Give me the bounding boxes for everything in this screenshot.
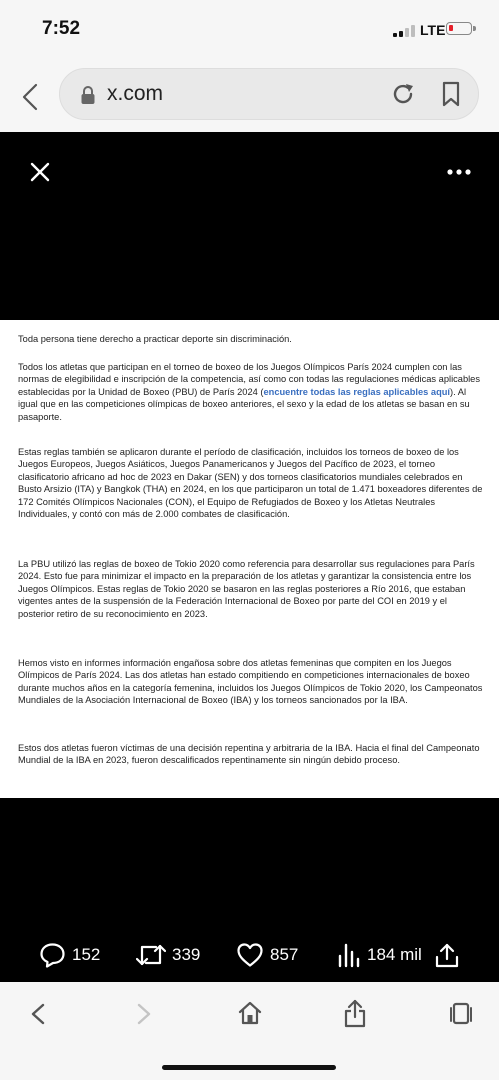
network-type: LTE [420, 22, 446, 38]
home-indicator [162, 1065, 336, 1070]
reload-icon[interactable] [390, 81, 416, 107]
home-icon[interactable] [237, 1000, 263, 1026]
media-viewer-bottom [0, 798, 499, 982]
views-button[interactable] [337, 942, 422, 968]
lock-icon [80, 85, 96, 105]
paragraph-3: Estas reglas también se aplicaron durante el período de clasificación, incluidos los torneos de boxeo de los Juegos Europeos, Juegos Asiáticos, Juegos Panamericanos y Juegos del Pacífico de 2023, el torneo clasificatorio africano ad hoc de 2023 en Dakar (SEN) y dos torneos clasificatorios mundiales celebrados en Busto Arsizio (ITA) y Bangkok (THA) en 2024, en los que participaron un total de 1.471 boxeadores diferentes de 172 Comités Olímpicos Nacionales (CON), el Equipo de Refugiados de Boxeo y los Atletas Neutrales Individuales, y contó con más de 2.000 combates de clasificación. [18, 447, 483, 520]
back-chevron-icon[interactable] [18, 82, 42, 112]
browser-address-area [0, 60, 499, 132]
battery-icon [446, 22, 472, 35]
status-bar [0, 0, 499, 60]
signal-icon [393, 25, 417, 37]
repost-button[interactable] [136, 942, 200, 968]
media-viewer-top [0, 132, 499, 320]
like-button[interactable] [236, 942, 298, 968]
views-count: 184 mil [367, 945, 422, 964]
share-icon[interactable] [342, 998, 368, 1028]
more-icon[interactable] [446, 168, 472, 176]
paragraph-2 [18, 361, 484, 423]
paragraph-5: Hemos visto en informes información engañosa sobre dos atletas femeninas que compiten en los Juegos Olímpicos de París 2024. Las dos atletas han estado compitiendo en competiciones internacionales de boxeo durante muchos años en la categoría femenina, incluidos los Juegos Olímpicos de Tokio 2020, los Campeonatos Mundiales de la Asociación Internacional de Boxeo (IBA) y los torneos sancionados por la IBA. [18, 658, 483, 706]
paragraph-2-text-a: Todos los atletas que participan en el torneo de boxeo de los Juegos Olímpicos París 2024 cumplen con las normas de elegibilidad e inscripción de la competencia, así como con todas las regulaciones médicas aplicables establecidas por la Unidad de Boxeo (PBU) de París 2024 ( [18, 362, 481, 397]
back-icon[interactable] [28, 1002, 48, 1026]
paragraph-1: Toda persona tiene derecho a practicar deporte sin discriminación. [18, 334, 292, 344]
repost-count: 339 [172, 945, 201, 964]
paragraph-2-text-b: ). Al igual que en las competiciones olímpicas de boxeo anteriores, el sexo y la edad de los atletas se basan en su pasaporte. [18, 386, 470, 422]
tabs-icon[interactable] [448, 1000, 474, 1028]
like-count: 857 [270, 945, 299, 964]
url-bar[interactable] [59, 68, 479, 120]
heart-icon [236, 942, 264, 968]
share-post-icon[interactable] [434, 942, 460, 968]
status-time: 7:52 [42, 18, 81, 39]
views-icon [337, 942, 361, 968]
paragraph-6: Estos dos atletas fueron víctimas de una decisión repentina y arbitraria de la IBA. Hacia el final del Campeonato Mundial de la IBA en 2023, fueron descalificados repentinamente sin ningún debido proceso. [18, 743, 480, 766]
rules-link[interactable]: encuentre todas las reglas aplicables aquí [263, 386, 451, 397]
document-image [0, 320, 499, 798]
repost-icon [136, 942, 166, 968]
paragraph-4: La PBU utilizó las reglas de boxeo de Tokio 2020 como referencia para desarrollar sus regulaciones para París 2024. Esto fue para minimizar el impacto en la preparación de los atletas y garantizar la consistencia entre los Juegos Olímpicos. Estas reglas de Tokio 2020 se basaron en las reglas posteriores a Río 2016, que estaban vigentes antes de la suspensión de la Federación Internacional de Boxeo por parte del COI en 2019 y el posterior retiro de su reconocimiento en 2023. [18, 559, 475, 619]
browser-toolbar [0, 982, 499, 1080]
reply-button[interactable] [39, 942, 100, 968]
bookmark-icon[interactable] [441, 81, 461, 107]
url-text: x.com [107, 82, 164, 105]
reply-count: 152 [72, 945, 101, 964]
forward-icon[interactable] [134, 1002, 154, 1026]
reply-icon [39, 942, 66, 968]
close-icon[interactable] [29, 161, 51, 183]
